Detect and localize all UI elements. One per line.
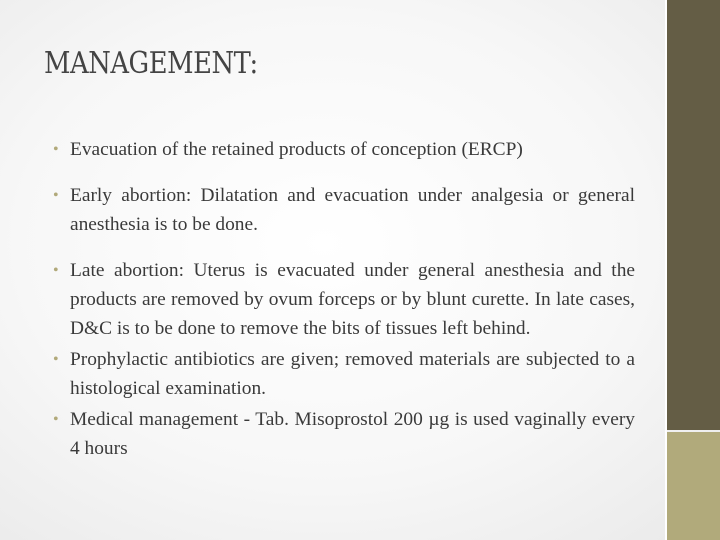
list-item xyxy=(53,405,635,463)
slide-title: MANAGEMENT: xyxy=(44,46,258,81)
bullet-text: Late abortion: Uterus is evacuated under general anesthesia and the products are removed by ovum forceps or by blunt curette. In late cases, D&C is to be done to remove the bits of tissues left behind. xyxy=(70,260,635,339)
list-item xyxy=(53,135,635,164)
bullet-icon: • xyxy=(53,187,59,204)
list-item xyxy=(53,345,635,403)
list-item xyxy=(53,181,635,239)
bullet-text: Prophylactic antibiotics are given; removed materials are subjected to a histological examination. xyxy=(70,349,635,399)
bullet-text: Evacuation of the retained products of conception (ERCP) xyxy=(70,139,523,160)
side-decor-bar xyxy=(667,0,720,430)
bullet-text: Medical management - Tab. Misoprostol 200 µg is used vaginally every 4 hours xyxy=(70,409,635,459)
bullet-icon: • xyxy=(53,351,59,368)
bullet-icon: • xyxy=(53,411,59,428)
bullet-text: Early abortion: Dilatation and evacuation under analgesia or general anesthesia is to be done. xyxy=(70,185,635,235)
bullet-icon: • xyxy=(53,262,59,279)
side-decor-accent xyxy=(667,432,720,540)
bullet-list xyxy=(53,135,635,463)
bullet-icon: • xyxy=(53,141,59,158)
list-item xyxy=(53,256,635,343)
